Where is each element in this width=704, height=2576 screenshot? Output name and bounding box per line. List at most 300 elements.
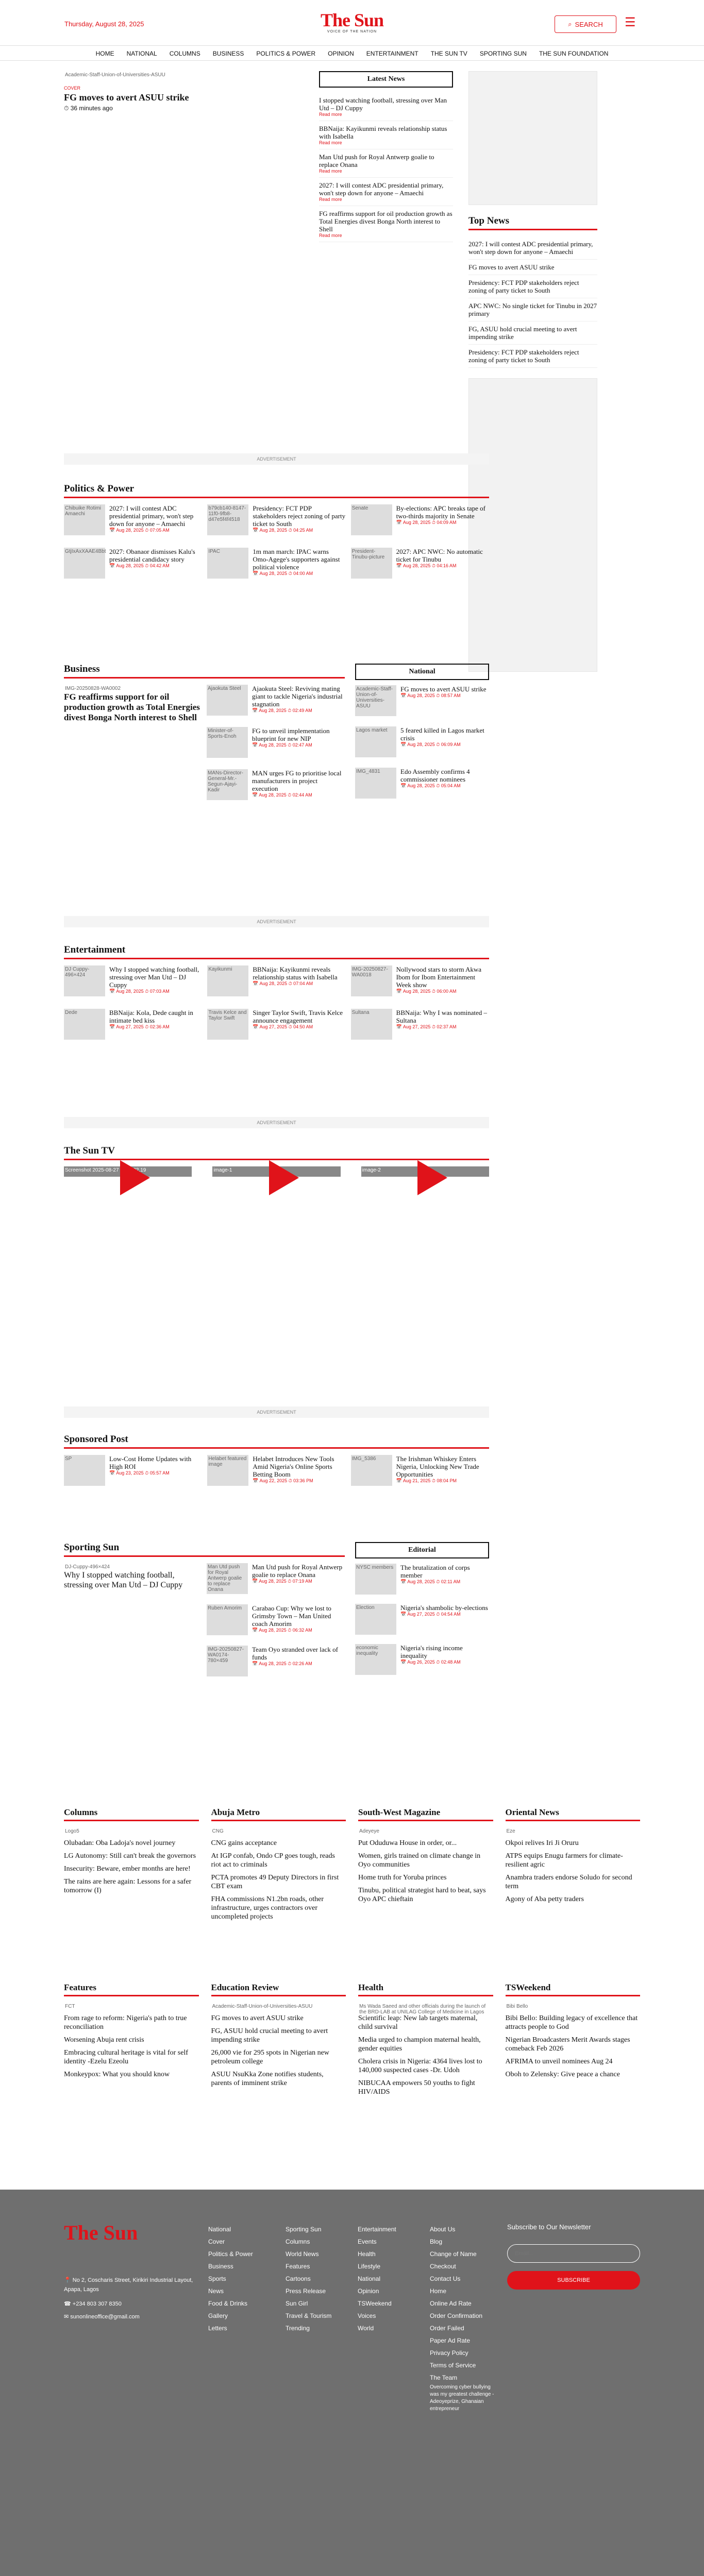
story-body xyxy=(396,965,489,996)
story-image: Senate xyxy=(351,504,392,535)
story-title[interactable]: BBNaija: Kola, Dede caught in intimate bed kiss xyxy=(109,1009,193,1024)
sponsored-story[interactable] xyxy=(64,1455,202,1486)
footer-link[interactable]: Events xyxy=(358,2238,377,2245)
category-image: Academic-Staff-Union-of-Universities-ASUU xyxy=(211,2003,346,2010)
national-story[interactable] xyxy=(355,768,489,799)
read-more-link[interactable]: Read more xyxy=(319,233,342,238)
story-title[interactable]: BBNaija: Kayikunmi reveals relationship status with Isabella xyxy=(253,965,338,981)
footer-link[interactable]: Overcoming cyber bullying was my greatest challenge -Adeoyeprize, Ghanaian entrepreneur xyxy=(430,2384,494,2412)
category-item[interactable]: From rage to reform: Nigeria's path to true reconciliation xyxy=(64,2014,187,2031)
politics-story[interactable] xyxy=(64,548,202,579)
latest-news-item[interactable] xyxy=(319,178,453,206)
category-item[interactable]: Bibi Bello: Building legacy of excellence that attracts people to God xyxy=(505,2014,638,2031)
story-date: 📅 Aug 28, 2025 ⏱ 02:49 AM xyxy=(252,708,312,713)
footer-link[interactable]: TSWeekend xyxy=(358,2300,392,2307)
politics-story[interactable] xyxy=(64,504,202,535)
category-column xyxy=(64,1982,199,2100)
footer-link[interactable]: Politics & Power xyxy=(208,2250,253,2258)
top-news-item[interactable] xyxy=(468,236,597,260)
site-footer xyxy=(0,2190,704,2576)
category-item[interactable]: FHA commissions N1.2bn roads, other infrastructure, urges contractors over uncompleted projects xyxy=(211,1895,324,1921)
footer-link[interactable]: Change of Name xyxy=(430,2250,477,2258)
story-body xyxy=(253,965,345,996)
story-title[interactable]: 2027: Obanaor dismisses Kalu's presidential candidacy story xyxy=(109,548,195,563)
footer-link[interactable]: Business xyxy=(208,2263,233,2270)
category-column xyxy=(358,1982,493,2100)
footer-link[interactable]: Health xyxy=(358,2250,376,2258)
story-date: 📅 Aug 26, 2025 ⏱ 02:48 AM xyxy=(400,1659,461,1665)
footer-link[interactable]: Order Failed xyxy=(430,2325,464,2332)
read-more-link[interactable]: Read more xyxy=(319,140,342,145)
video-card[interactable] xyxy=(361,1166,489,1177)
story-body xyxy=(109,965,202,996)
story-body xyxy=(109,548,202,579)
video-thumbnail: image-2 xyxy=(361,1166,489,1177)
story-body xyxy=(252,1563,345,1594)
category-item[interactable]: Oboh to Zelensky: Give peace a chance xyxy=(505,2071,620,2078)
footer-link[interactable]: Opinion xyxy=(358,2287,379,2295)
sponsored-story[interactable] xyxy=(351,1455,489,1486)
story-image: Kayikunmi xyxy=(207,965,248,996)
story-body xyxy=(396,504,489,535)
category-item[interactable]: Agony of Aba petty traders xyxy=(505,1895,584,1903)
read-more-link[interactable]: Read more xyxy=(319,168,342,174)
footer-link[interactable]: Privacy Policy xyxy=(430,2349,468,2357)
category-item[interactable]: Cholera crisis in Nigeria: 4364 lives lost to 140,000 suspected cases -Dr. Udoh xyxy=(358,2058,482,2074)
story-image: Man Utd push for Royal Antwerp goalie to replace Onana xyxy=(207,1563,248,1594)
entertainment-story[interactable] xyxy=(351,1009,489,1040)
story-title[interactable]: FG to unveil implementation blueprint for new NIP xyxy=(252,727,330,742)
footer-link[interactable]: Terms of Service xyxy=(430,2362,476,2369)
business-story[interactable] xyxy=(207,685,345,716)
footer-link[interactable]: Features xyxy=(286,2263,310,2270)
story-body xyxy=(253,504,345,535)
category-column xyxy=(64,1807,199,1925)
site-header xyxy=(0,0,704,45)
story-body xyxy=(252,769,345,800)
footer-link[interactable]: News xyxy=(208,2287,224,2295)
category-item[interactable]: Home truth for Yoruba princes xyxy=(358,1874,447,1882)
category-column xyxy=(211,1982,346,2100)
latest-news-item[interactable] xyxy=(319,206,453,242)
footer-phone: ☎ +234 803 307 8350 xyxy=(64,2301,122,2307)
business-story[interactable] xyxy=(207,727,345,758)
editorial-story[interactable] xyxy=(355,1564,489,1595)
story-title[interactable]: 5 feared killed in Lagos market crisis xyxy=(400,726,484,742)
category-columns-2 xyxy=(64,1982,640,2100)
story-title[interactable]: Nigeria's rising income inequality xyxy=(400,1644,463,1659)
story-date: 📅 Aug 21, 2025 ⏱ 08:04 PM xyxy=(396,1478,457,1483)
story-body xyxy=(396,1009,489,1040)
video-card[interactable] xyxy=(64,1166,192,1177)
category-column xyxy=(506,1982,641,2100)
footer-email[interactable]: ✉ sunonlineoffice@gmail.com xyxy=(64,2314,140,2320)
editorial-story[interactable] xyxy=(355,1644,489,1675)
story-date: 📅 Aug 28, 2025 ⏱ 07:04 AM xyxy=(253,981,313,986)
category-item[interactable]: Nigerian Broadcasters Merit Awards stages comeback Feb 2026 xyxy=(505,2036,630,2053)
category-item[interactable]: Monkeypox: What you should know xyxy=(64,2071,170,2078)
politics-story[interactable] xyxy=(351,504,489,535)
read-more-link[interactable]: Read more xyxy=(319,197,342,202)
header-date: Thursday, August 28, 2025 xyxy=(64,20,144,28)
editorial-story[interactable] xyxy=(355,1604,489,1635)
footer-address: 📍 No 2, Coscharis Street, Kirikiri Industrial Layout, Apapa, Lagos xyxy=(64,2277,193,2293)
story-title[interactable]: Ajaokuta Steel: Reviving mating giant to tackle Nigeria's industrial stagnation xyxy=(252,685,343,708)
category-image: Eze xyxy=(506,1827,641,1835)
story-date: 📅 Aug 22, 2025 ⏱ 03:36 PM xyxy=(253,1478,313,1483)
category-title[interactable]: TSWeekend xyxy=(506,1982,641,1996)
latest-news-item[interactable] xyxy=(319,93,453,121)
sponsored-section: Sponsored Post SP Low-Cost Home Updates with High ROI 📅 Aug 23, 2025 ⏱ 05:57 AM Helabet featured image Helabet Introduces New Tools Amid Nigeria's Online Sports Betting Boom 📅 Aug 22, 2025 ⏱ 03:36 PM IMG_5386 The Irishman Whiskey Enters Nigeria, Unlocking New Trade Opportunities 📅 Aug 21, 2025 ⏱ 08:04 PM xyxy=(64,1434,489,1493)
footer-link[interactable]: Sports xyxy=(208,2275,226,2282)
story-image: Ajaokuta Steel xyxy=(207,685,248,716)
category-image: CNG xyxy=(211,1827,346,1835)
newsletter-title: Subscribe to Our Newsletter xyxy=(507,2223,591,2231)
story-image: IMG_5386 xyxy=(351,1455,392,1486)
story-image: b79cb140-8147-11f0-9fb8-d47e5f4f4518 xyxy=(207,504,248,535)
story-date: 📅 Aug 28, 2025 ⏱ 02:26 AM xyxy=(252,1661,312,1666)
story-title[interactable]: Nigeria's shambolic by-elections xyxy=(400,1604,488,1612)
latest-news-title[interactable]: FG reaffirms support for oil production growth as Total Energies divest Bonga North interest to Shell xyxy=(319,210,452,233)
category-image: Logo5 xyxy=(64,1827,199,1835)
footer-link[interactable]: Press Release xyxy=(286,2287,326,2295)
story-title[interactable]: MAN urges FG to prioritise local manufacturers in project execution xyxy=(252,769,342,792)
story-title[interactable]: Man Utd push for Royal Antwerp goalie to replace Onana xyxy=(252,1563,343,1579)
category-title[interactable]: Features xyxy=(64,1982,199,1996)
footer-link[interactable]: Order Confirmation xyxy=(430,2312,483,2319)
footer-link[interactable]: Columns xyxy=(286,2238,310,2245)
story-image: President-Tinubu-picture xyxy=(351,548,392,579)
video-thumbnail: image-1 xyxy=(212,1166,340,1177)
category-item[interactable]: Put Oduduwa House in order, or... xyxy=(358,1839,457,1847)
story-date: 📅 Aug 28, 2025 ⏱ 05:04 AM xyxy=(400,783,461,788)
menu-icon[interactable]: ☰ xyxy=(625,15,636,29)
story-image: SP xyxy=(64,1455,105,1486)
footer-link[interactable]: Sun Girl xyxy=(286,2300,308,2307)
story-title[interactable]: 1m man march: IPAC warns Omo-Agege's supporters against political violence xyxy=(253,548,340,571)
category-item[interactable]: The rains are here again: Lessons for a safer tomorrow (I) xyxy=(64,1878,192,1894)
story-body xyxy=(252,1646,345,1676)
story-body xyxy=(400,726,489,757)
top-news-title[interactable]: Presidency: FCT PDP stakeholders reject zoning of party ticket to South xyxy=(468,348,579,364)
story-date: 📅 Aug 27, 2025 ⏱ 02:36 AM xyxy=(109,1024,170,1029)
read-more-link[interactable]: Read more xyxy=(319,112,342,117)
story-title[interactable]: 2027: I will contest ADC presidential primary, won't step down for anyone – Amaechi xyxy=(109,504,194,528)
category-item[interactable]: At IGP confab, Ondo CP goes tough, reads riot act to criminals xyxy=(211,1852,335,1869)
entertainment-story[interactable] xyxy=(207,965,345,996)
story-date: 📅 Aug 28, 2025 ⏱ 06:00 AM xyxy=(396,989,457,994)
story-body xyxy=(253,1009,345,1040)
story-title[interactable]: The brutalization of corps member xyxy=(400,1564,470,1579)
nav-item-the-sun-tv[interactable]: THE SUN TV xyxy=(430,50,467,57)
footer-link[interactable]: Cover xyxy=(208,2238,225,2245)
story-body xyxy=(400,685,486,716)
story-image: IMG-20250827-WA0174-780×459 xyxy=(207,1646,248,1676)
search-button[interactable]: ⌕ SEARCH xyxy=(555,15,616,33)
story-date: 📅 Aug 23, 2025 ⏱ 05:57 AM xyxy=(109,1470,170,1476)
ad-strip: ADVERTISEMENT xyxy=(64,1406,489,1418)
play-icon[interactable] xyxy=(269,1160,299,1195)
hero-time: ⏱ 36 minutes ago xyxy=(64,105,113,112)
top-news-item[interactable] xyxy=(468,345,597,368)
nav-item-entertainment[interactable]: ENTERTAINMENT xyxy=(366,50,418,57)
top-news-title[interactable]: APC NWC: No single ticket for Tinubu in 2027 primary xyxy=(468,302,597,317)
sport-story[interactable] xyxy=(207,1604,345,1635)
top-news-title[interactable]: 2027: I will contest ADC presidential primary, won't step down for anyone – Amaechi xyxy=(468,240,593,256)
entertainment-story[interactable] xyxy=(207,1009,345,1040)
story-date: 📅 Aug 28, 2025 ⏱ 06:32 AM xyxy=(252,1628,312,1633)
subscribe-button[interactable]: SUBSCRIBE xyxy=(507,2271,640,2290)
category-title[interactable]: South-West Magazine xyxy=(358,1807,493,1821)
footer-link[interactable]: Paper Ad Rate xyxy=(430,2337,471,2344)
story-date: 📅 Aug 28, 2025 ⏱ 04:00 AM xyxy=(253,571,313,576)
nav-item-politics-power[interactable]: POLITICS & POWER xyxy=(256,50,316,57)
category-item[interactable]: Worsening Abuja rent crisis xyxy=(64,2036,144,2044)
sport-story[interactable] xyxy=(207,1563,345,1594)
footer-link[interactable]: Cartoons xyxy=(286,2275,311,2282)
story-title[interactable]: Helabet Introduces New Tools Amid Nigeria's Online Sports Betting Boom xyxy=(253,1455,334,1478)
national-story[interactable] xyxy=(355,726,489,757)
footer-link[interactable]: Voices xyxy=(358,2312,376,2319)
footer-link[interactable]: Sporting Sun xyxy=(286,2226,322,2233)
footer-logo[interactable]: The Sun xyxy=(64,2221,138,2244)
latest-news-title[interactable]: 2027: I will contest ADC presidential primary, won't step down for anyone – Amaechi xyxy=(319,181,444,197)
suntv-section: The Sun TV Screenshot 2025-08-27 at 03.02.19 image-1 image-2 xyxy=(64,1145,489,1177)
sporting-main[interactable]: DJ-Cuppy-496×424 Why I stopped watching football, stressing over Man Utd – DJ Cuppy xyxy=(64,1563,200,1687)
story-image: Dede xyxy=(64,1009,105,1040)
story-date: 📅 Aug 27, 2025 ⏱ 04:54 AM xyxy=(400,1612,461,1617)
story-title[interactable]: Team Oyo stranded over lack of funds xyxy=(252,1646,338,1661)
top-news-item[interactable] xyxy=(468,275,597,298)
site-logo[interactable]: The Sun VOICE OF THE NATION xyxy=(320,10,384,33)
main-content xyxy=(64,71,640,2096)
search-icon: ⌕ xyxy=(568,20,572,28)
category-item[interactable]: PCTA promotes 49 Deputy Directors in first CBT exam xyxy=(211,1874,339,1890)
latest-news-title[interactable]: Man Utd push for Royal Antwerp goalie to replace Onana xyxy=(319,153,434,168)
story-body xyxy=(400,1564,489,1595)
story-date: 📅 Aug 28, 2025 ⏱ 04:16 AM xyxy=(396,563,457,568)
story-title[interactable]: Edo Assembly confirms 4 commissioner nominees xyxy=(400,768,470,783)
category-item[interactable]: Olubadan: Oba Ladoja's novel journey xyxy=(64,1839,176,1847)
story-title[interactable]: Presidency: FCT PDP stakeholders reject zoning of party ticket to South xyxy=(253,504,346,528)
story-title[interactable]: Why I stopped watching football, stressing over Man Utd – DJ Cuppy xyxy=(109,965,199,989)
business-story[interactable] xyxy=(207,769,345,800)
story-image: Academic-Staff-Union-of-Universities-ASUU xyxy=(355,685,396,716)
nav-item-columns[interactable]: COLUMNS xyxy=(169,50,200,57)
footer-link[interactable]: About Us xyxy=(430,2226,456,2233)
category-column xyxy=(211,1807,346,1925)
story-body xyxy=(109,1455,202,1486)
category-item[interactable]: ASUU NsuKka Zone notifies students, parents of imminent strike xyxy=(211,2071,324,2087)
story-image: Election xyxy=(355,1604,396,1635)
entertainment-story[interactable] xyxy=(64,1009,202,1040)
category-item[interactable]: Anambra traders endorse Soludo for second term xyxy=(505,1874,632,1890)
story-date: 📅 Aug 28, 2025 ⏱ 02:44 AM xyxy=(252,792,312,798)
story-image: NYSC members xyxy=(355,1564,396,1595)
footer-link[interactable]: Blog xyxy=(430,2238,443,2245)
category-title[interactable]: Columns xyxy=(64,1807,199,1821)
story-image: Chibuike Rotimi Amaechi xyxy=(64,504,105,535)
top-news-item[interactable] xyxy=(468,321,597,345)
category-item[interactable]: ATPS equips Enugu farmers for climate-resilient agric xyxy=(505,1852,623,1869)
politics-story[interactable] xyxy=(351,548,489,579)
nav-item-sporting-sun[interactable]: SPORTING SUN xyxy=(479,50,527,57)
story-body xyxy=(396,1455,489,1486)
category-title[interactable]: Health xyxy=(358,1982,493,1996)
category-column xyxy=(506,1807,641,1925)
story-image: Helabet featured image xyxy=(207,1455,248,1486)
story-date: 📅 Aug 28, 2025 ⏱ 04:09 AM xyxy=(396,520,457,525)
category-item[interactable]: Media urged to champion maternal health, gender equities xyxy=(358,2036,481,2053)
footer-link[interactable]: Trending xyxy=(286,2325,310,2332)
story-body xyxy=(400,1604,488,1635)
category-item[interactable]: CNG gains acceptance xyxy=(211,1839,277,1847)
newsletter-email-input[interactable] xyxy=(507,2244,640,2263)
footer-link[interactable]: Lifestyle xyxy=(358,2263,381,2270)
category-item[interactable]: Insecurity: Beware, ember months are here! xyxy=(64,1865,191,1873)
latest-news-item[interactable] xyxy=(319,121,453,149)
story-title[interactable]: By-elections: APC breaks tape of two-thirds majority in Senate xyxy=(396,504,485,520)
story-body xyxy=(252,727,345,758)
category-image: Ms Wada Saeed and other officials during the launch of the BRD-LAB at UNILAG College of Medicine in Lagos xyxy=(358,2003,493,2010)
story-image: Ruben Amorim xyxy=(207,1604,248,1635)
nav-item-business[interactable]: BUSINESS xyxy=(212,50,244,57)
play-icon[interactable] xyxy=(120,1160,150,1195)
story-date: 📅 Aug 28, 2025 ⏱ 02:11 AM xyxy=(400,1579,461,1584)
top-news-title[interactable]: FG, ASUU hold crucial meeting to avert impending strike xyxy=(468,325,577,341)
latest-news-item[interactable] xyxy=(319,149,453,178)
politics-story[interactable] xyxy=(207,548,345,579)
entertainment-story[interactable] xyxy=(64,965,202,996)
footer-link[interactable]: Gallery xyxy=(208,2312,228,2319)
story-date: 📅 Aug 28, 2025 ⏱ 04:42 AM xyxy=(109,563,170,568)
entertainment-story[interactable] xyxy=(351,965,489,996)
footer-link[interactable]: Letters xyxy=(208,2325,227,2332)
story-date: 📅 Aug 28, 2025 ⏱ 04:25 AM xyxy=(253,528,313,533)
category-item[interactable]: AFRIMA to unveil nominees Aug 24 xyxy=(505,2058,613,2065)
nav-item-home[interactable]: HOME xyxy=(95,50,114,57)
ad-strip: ADVERTISEMENT xyxy=(64,453,489,465)
category-item[interactable]: Tinubu, political strategist hard to beat, says Oyo APC chieftain xyxy=(358,1887,486,1903)
story-date: 📅 Aug 28, 2025 ⏱ 07:03 AM xyxy=(109,989,170,994)
nav-item-opinion[interactable]: OPINION xyxy=(328,50,354,57)
footer-link[interactable]: National xyxy=(358,2275,381,2282)
footer-link[interactable]: Contact Us xyxy=(430,2275,461,2282)
latest-news-title[interactable]: BBNaija: Kayikunmi reveals relationship status with Isabella xyxy=(319,125,447,140)
ad-strip: ADVERTISEMENT xyxy=(64,916,489,927)
business-section: Business IMG-20250828-WA0002 FG reaffirms support for oil production growth as Total Energies divest Bonga North interest to Shell Ajaokuta Steel Ajaokuta Steel: Reviving mating giant to tackle Nigeria's industrial stagnation 📅 Aug 28, 2025 ⏱ 02:49 AM Minister-of-Sports-Enoh FG to unveil implementation blueprint for new NIP 📅 Aug 28, 2025 ⏱ 02:47 AM MANs-Director-General-Mr.-Segun-Ajayi-Kadir MAN urges FG to prioritise local manufacturers in project execution 📅 Aug 28, 2025 ⏱ 02:44 AM National Academic-Staff-Union-of-Universities-ASUU FG moves to avert ASUU strike 📅 Aug 28, 2025 ⏱ 08:57 AM Lagos market 5 feared killed in Lagos market crisis 📅 Aug 28, 2025 ⏱ 06:09 AM IMG_4831 Edo Assembly confirms 4 commissioner nominees 📅 Aug 28, 2025 ⏱ 05:04 AM xyxy=(64,664,489,811)
video-card[interactable] xyxy=(212,1166,340,1177)
nav-item-the-sun-foundation[interactable]: THE SUN FOUNDATION xyxy=(539,50,609,57)
footer-link[interactable]: Home xyxy=(430,2287,447,2295)
top-news-title: Top News xyxy=(468,215,597,230)
story-image: IMG_4831 xyxy=(355,768,396,799)
footer-link[interactable]: Food & Drinks xyxy=(208,2300,248,2307)
sponsored-story[interactable] xyxy=(207,1455,345,1486)
footer-link[interactable]: World xyxy=(358,2325,374,2332)
hero-title[interactable]: FG moves to avert ASUU strike xyxy=(64,92,189,103)
category-item[interactable]: NIBUCAA empowers 50 youths to fight HIV/AIDS xyxy=(358,2079,475,2096)
footer-link[interactable]: Entertainment xyxy=(358,2226,396,2233)
top-news-item[interactable] xyxy=(468,260,597,275)
latest-news-title[interactable]: I stopped watching football, stressing over Man Utd – DJ Cuppy xyxy=(319,96,447,112)
main-nav xyxy=(0,45,704,61)
category-item[interactable]: FG, ASUU hold crucial meeting to avert impending strike xyxy=(211,2027,328,2044)
category-item[interactable]: LG Autonomy: Still can't break the governors xyxy=(64,1852,196,1860)
category-item[interactable]: Women, girls trained on climate change in Oyo communities xyxy=(358,1852,481,1869)
story-title[interactable]: Low-Cost Home Updates with High ROI xyxy=(109,1455,192,1470)
top-news-item[interactable] xyxy=(468,298,597,321)
footer-link[interactable]: The Team xyxy=(430,2374,458,2381)
politics-story[interactable] xyxy=(207,504,345,535)
story-body xyxy=(400,1644,489,1675)
story-title[interactable]: Nollywood stars to storm Akwa Ibom for Ibom Entertainment Week show xyxy=(396,965,482,989)
category-item[interactable]: Embracing cultural heritage is vital for self identity -Ezelu Ezeolu xyxy=(64,2049,189,2065)
story-title[interactable]: FG moves to avert ASUU strike xyxy=(400,685,487,693)
category-title[interactable]: Oriental News xyxy=(506,1807,641,1821)
footer-link[interactable]: National xyxy=(208,2226,231,2233)
story-image: DJ Cuppy-496×424 xyxy=(64,965,105,996)
footer-link[interactable]: Online Ad Rate xyxy=(430,2300,472,2307)
top-news-title[interactable]: Presidency: FCT PDP stakeholders reject zoning of party ticket to South xyxy=(468,279,579,294)
story-image: Lagos market xyxy=(355,726,396,757)
story-image: IPAC xyxy=(207,548,248,579)
category-title[interactable]: Abuja Metro xyxy=(211,1807,346,1821)
footer-link[interactable]: World News xyxy=(286,2250,319,2258)
category-item[interactable]: 26,000 vie for 295 spots in Nigerian new petroleum college xyxy=(211,2049,329,2065)
story-body xyxy=(253,548,345,579)
story-body xyxy=(252,1604,345,1635)
category-item[interactable]: Okpoi relives Iri Ji Oruru xyxy=(505,1839,579,1847)
category-item[interactable]: Scientific leap: New lab targets maternal, child survival xyxy=(358,2014,478,2031)
story-title[interactable]: 2027: APC NWC: No automatic ticket for Tinubu xyxy=(396,548,483,563)
story-body xyxy=(109,504,202,535)
top-news-title[interactable]: FG moves to avert ASUU strike xyxy=(468,263,555,271)
story-title[interactable]: Singer Taylor Swift, Travis Kelce announce engagement xyxy=(253,1009,343,1024)
category-image: Bibi Bello xyxy=(506,2003,641,2010)
footer-link[interactable]: Travel & Tourism xyxy=(286,2312,332,2319)
hero-story[interactable]: Academic-Staff-Union-of-Universities-ASUU COVER FG moves to avert ASUU strike ⏱ 36 minutes ago xyxy=(64,71,309,672)
category-item[interactable]: FG moves to avert ASUU strike xyxy=(211,2014,304,2022)
category-title[interactable]: Education Review xyxy=(211,1982,346,1996)
story-image: GtjIxAxXAAE4Bbt xyxy=(64,548,105,579)
story-image: Sultana xyxy=(351,1009,392,1040)
story-title[interactable]: The Irishman Whiskey Enters Nigeria, Unlocking New Trade Opportunities xyxy=(396,1455,479,1478)
story-date: 📅 Aug 27, 2025 ⏱ 04:50 AM xyxy=(253,1024,313,1029)
story-image: Travis Kelce and Taylor Swift xyxy=(207,1009,248,1040)
story-date: 📅 Aug 28, 2025 ⏱ 07:19 AM xyxy=(252,1579,312,1584)
sport-story[interactable] xyxy=(207,1646,345,1676)
story-body xyxy=(253,1455,345,1486)
sporting-section: Sporting Sun DJ-Cuppy-496×424 Why I stopped watching football, stressing over Man Utd – DJ Cuppy Man Utd push for Royal Antwerp goalie to replace Onana Man Utd push for Royal Antwerp goalie to replace Onana 📅 Aug 28, 2025 ⏱ 07:19 AM Ruben Amorim Carabao Cup: Why we lost to Grimsby Town – Man United coach Amorim 📅 Aug 28, 2025 ⏱ 06:32 AM IMG-20250827-WA0174-780×459 Team Oyo stranded over lack of funds 📅 Aug 28, 2025 ⏱ 02:26 AM Editorial NYSC members The brutalization of corps member 📅 Aug 28, 2025 ⏱ 02:11 AM Election Nigeria's shambolic by-elections 📅 Aug 27, 2025 ⏱ 04:54 AM economic inequality Nigeria's rising income inequality 📅 Aug 26, 2025 ⏱ 02:48 AM xyxy=(64,1542,489,1687)
story-date: 📅 Aug 28, 2025 ⏱ 02:47 AM xyxy=(252,742,312,748)
story-image: economic inequality xyxy=(355,1644,396,1675)
business-main[interactable]: IMG-20250828-WA0002 FG reaffirms support for oil production growth as Total Energies divest Bonga North interest to Shell xyxy=(64,686,200,722)
footer-link[interactable]: Checkout xyxy=(430,2263,456,2270)
nav-item-national[interactable]: NATIONAL xyxy=(126,50,157,57)
story-image: IMG-20250827-WA0018 xyxy=(351,965,392,996)
ad-slot xyxy=(468,71,597,205)
story-image: Minister-of-Sports-Enoh xyxy=(207,727,248,758)
national-story[interactable] xyxy=(355,685,489,716)
story-title[interactable]: Carabao Cup: Why we lost to Grimsby Town – Man United coach Amorim xyxy=(252,1604,331,1628)
play-icon[interactable] xyxy=(417,1160,447,1195)
ad-strip: ADVERTISEMENT xyxy=(64,1117,489,1128)
story-title[interactable]: BBNaija: Why I was nominated – Sultana xyxy=(396,1009,487,1024)
story-date: 📅 Aug 28, 2025 ⏱ 06:09 AM xyxy=(400,742,461,747)
story-date: 📅 Aug 28, 2025 ⏱ 07:05 AM xyxy=(109,528,170,533)
category-column xyxy=(358,1807,493,1925)
